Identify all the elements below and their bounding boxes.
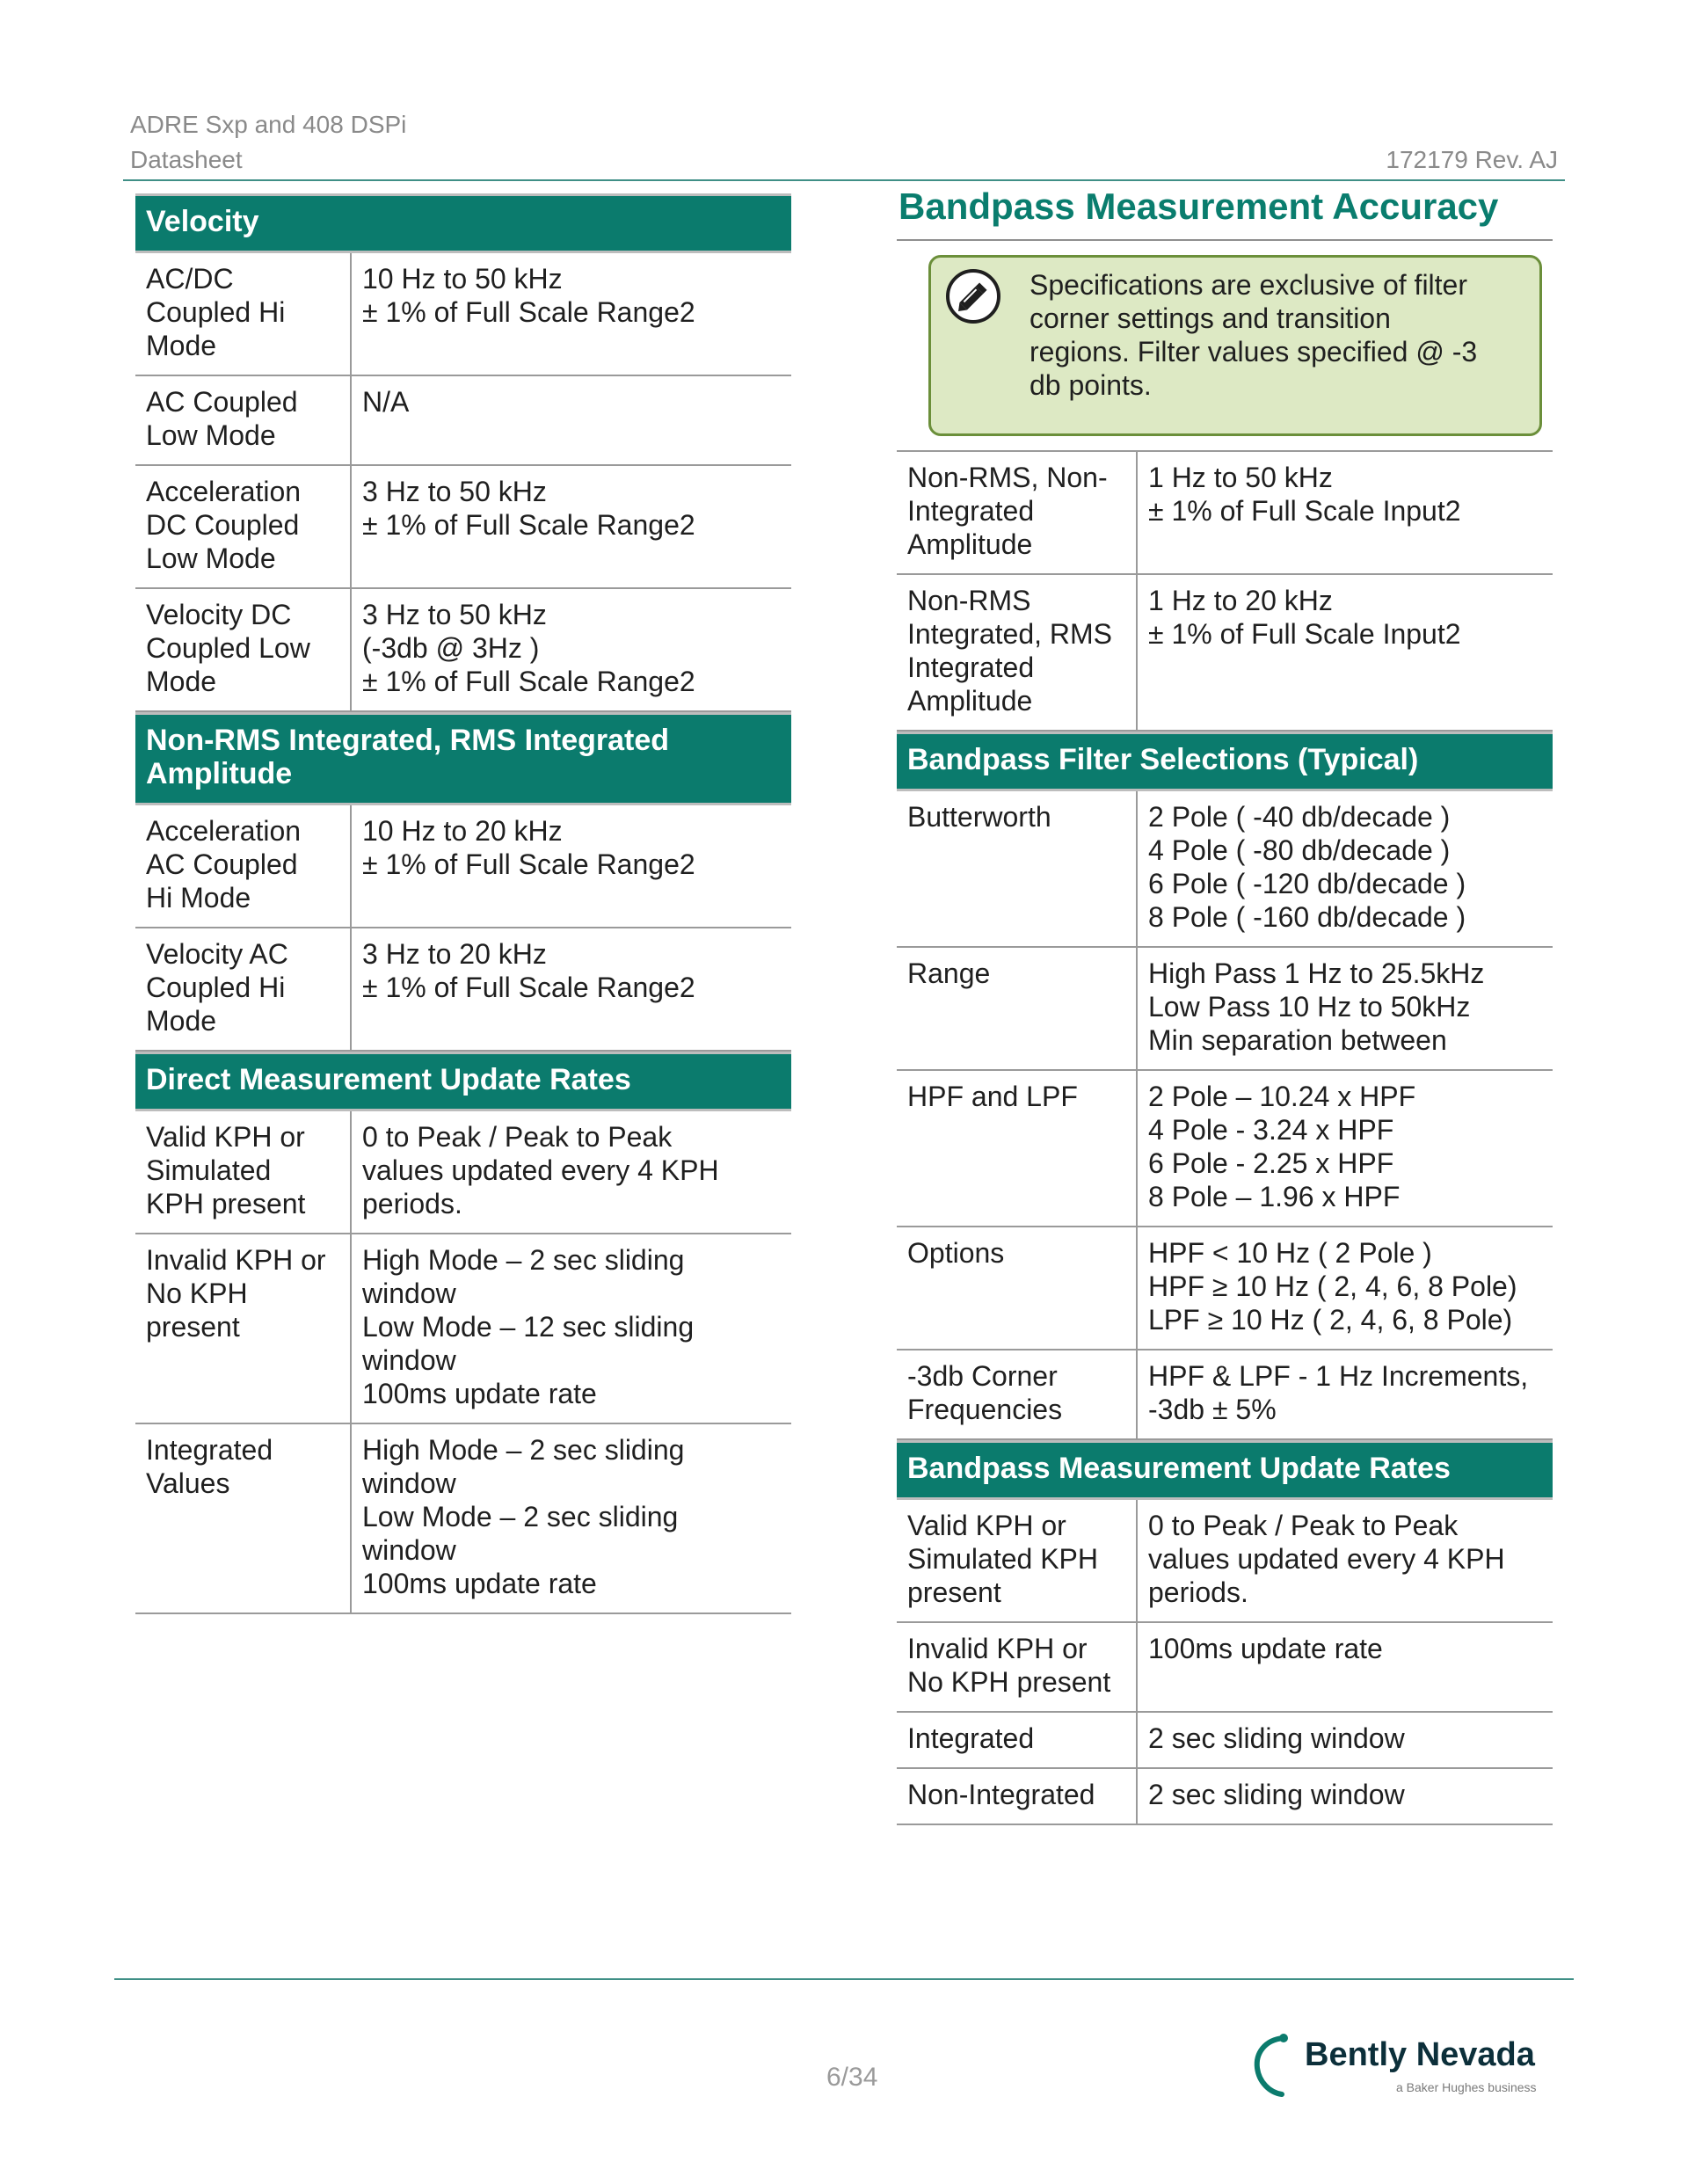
row-label: -3db Corner Frequencies bbox=[897, 1350, 1138, 1438]
row-label: Invalid KPH or No KPH present bbox=[135, 1234, 352, 1423]
table-row bbox=[897, 1227, 1553, 1350]
page-number: 6/34 bbox=[826, 2063, 878, 2092]
row-label: Valid KPH or Simulated KPH present bbox=[135, 1111, 352, 1233]
row-value: 3 Hz to 20 kHz ± 1% of Full Scale Range2 bbox=[362, 938, 695, 1003]
table-row bbox=[897, 1071, 1553, 1227]
row-label: Non-RMS, Non- Integrated Amplitude bbox=[897, 452, 1138, 573]
table-row bbox=[897, 791, 1553, 948]
row-label: Invalid KPH or No KPH present bbox=[897, 1623, 1138, 1711]
row-value: 2 sec sliding window bbox=[1148, 1779, 1405, 1810]
note-text: corner settings and transition bbox=[1030, 302, 1391, 334]
section-divider bbox=[897, 239, 1553, 241]
table-row bbox=[135, 805, 791, 928]
table-row bbox=[135, 253, 791, 376]
row-label: Valid KPH or Simulated KPH present bbox=[897, 1500, 1138, 1621]
table-row bbox=[897, 452, 1553, 575]
row-value: 2 Pole – 10.24 x HPF 4 Pole - 3.24 x HPF 6 Pole - 2.25 x HPF 8 Pole – 1.96 x HPF bbox=[1148, 1081, 1416, 1212]
table-row bbox=[897, 575, 1553, 732]
document-header bbox=[130, 107, 406, 178]
bandpass-update-table bbox=[897, 1500, 1553, 1825]
header-doc-type: Datasheet bbox=[130, 146, 243, 173]
row-value: 3 Hz to 50 kHz (-3db @ 3Hz ) ± 1% of Full Scale Range2 bbox=[362, 599, 695, 697]
right-column bbox=[897, 185, 1553, 1825]
logo-tagline: a Baker Hughes business bbox=[1396, 2080, 1537, 2094]
logo-mark-icon bbox=[1252, 2031, 1301, 2101]
row-label: HPF and LPF bbox=[897, 1071, 1138, 1226]
row-label: AC Coupled Low Mode bbox=[135, 376, 352, 464]
table-row bbox=[135, 589, 791, 712]
header-product: ADRE Sxp and 408 DSPi bbox=[130, 111, 407, 138]
footer-divider bbox=[114, 1978, 1574, 1980]
row-label: Acceleration DC Coupled Low Mode bbox=[135, 466, 352, 587]
note-text: Specifications are exclusive of filter bbox=[1030, 269, 1467, 301]
accuracy-table bbox=[897, 450, 1553, 732]
row-label: Non-RMS Integrated, RMS Integrated Amplitude bbox=[897, 575, 1138, 730]
row-label: Integrated bbox=[897, 1713, 1138, 1767]
velocity-table-header: Velocity bbox=[135, 193, 791, 253]
table-row bbox=[135, 466, 791, 589]
note-callout bbox=[928, 255, 1542, 436]
header-doc-number: 172179 Rev. AJ bbox=[1386, 146, 1558, 173]
nonrms-table-header: Non-RMS Integrated, RMS Integrated Amplitude bbox=[135, 712, 791, 805]
row-value: 2 sec sliding window bbox=[1148, 1722, 1405, 1754]
row-value: HPF & LPF - 1 Hz Increments, -3db ± 5% bbox=[1148, 1360, 1529, 1425]
note-text: regions. Filter values specified @ -3 bbox=[1030, 336, 1478, 368]
table-row bbox=[897, 948, 1553, 1071]
row-value: High Mode – 2 sec sliding window Low Mode – 2 sec sliding window 100ms update rate bbox=[362, 1434, 685, 1599]
row-label: AC/DC Coupled Hi Mode bbox=[135, 253, 352, 375]
row-label: Options bbox=[897, 1227, 1138, 1349]
table-row bbox=[135, 1111, 791, 1234]
row-value: HPF < 10 Hz ( 2 Pole ) HPF ≥ 10 Hz ( 2, 4, 6, 8 Pole) LPF ≥ 10 Hz ( 2, 4, 6, 8 Pole) bbox=[1148, 1237, 1517, 1336]
table-row bbox=[135, 376, 791, 466]
row-label: Acceleration AC Coupled Hi Mode bbox=[135, 805, 352, 927]
row-value: High Mode – 2 sec sliding window Low Mode – 12 sec sliding window 100ms update rate bbox=[362, 1244, 695, 1409]
table-row bbox=[897, 1623, 1553, 1713]
row-label: Velocity AC Coupled Hi Mode bbox=[135, 928, 352, 1050]
bandpass-update-table-header: Bandpass Measurement Update Rates bbox=[897, 1440, 1553, 1500]
row-label: Non-Integrated bbox=[897, 1769, 1138, 1824]
row-value: 100ms update rate bbox=[1148, 1633, 1383, 1664]
table-row bbox=[135, 1234, 791, 1424]
filter-table bbox=[897, 791, 1553, 1440]
row-value: 3 Hz to 50 kHz ± 1% of Full Scale Range2 bbox=[362, 476, 695, 541]
row-value: 10 Hz to 50 kHz ± 1% of Full Scale Range2 bbox=[362, 263, 695, 328]
row-label: Butterworth bbox=[897, 791, 1138, 946]
row-value: 2 Pole ( -40 db/decade ) 4 Pole ( -80 db/decade ) 6 Pole ( -120 db/decade ) 8 Pole ( -160 db/decade ) bbox=[1148, 801, 1466, 933]
section-title: Bandpass Measurement Accuracy bbox=[899, 186, 1499, 227]
table-row bbox=[897, 1350, 1553, 1440]
row-value: 0 to Peak / Peak to Peak values updated every 4 KPH periods. bbox=[362, 1121, 719, 1219]
row-value: 0 to Peak / Peak to Peak values updated every 4 KPH periods. bbox=[1148, 1510, 1505, 1608]
row-value: High Pass 1 Hz to 25.5kHz Low Pass 10 Hz to 50kHz Min separation between bbox=[1148, 957, 1485, 1056]
table-row bbox=[897, 1500, 1553, 1623]
pencil-icon bbox=[945, 268, 1001, 324]
direct-update-table-header: Direct Measurement Update Rates bbox=[135, 1052, 791, 1111]
company-logo bbox=[1252, 2026, 1551, 2114]
row-value: 1 Hz to 20 kHz ± 1% of Full Scale Input2 bbox=[1148, 585, 1461, 650]
left-column bbox=[135, 193, 791, 1614]
table-row bbox=[897, 1713, 1553, 1769]
table-row bbox=[897, 1769, 1553, 1825]
row-value: N/A bbox=[362, 386, 410, 418]
row-value: 1 Hz to 50 kHz ± 1% of Full Scale Input2 bbox=[1148, 462, 1461, 527]
header-divider bbox=[123, 179, 1565, 181]
filter-table-header: Bandpass Filter Selections (Typical) bbox=[897, 732, 1553, 791]
row-label: Range bbox=[897, 948, 1138, 1069]
direct-update-table bbox=[135, 1111, 791, 1614]
nonrms-table bbox=[135, 805, 791, 1052]
row-label: Integrated Values bbox=[135, 1424, 352, 1613]
velocity-table bbox=[135, 253, 791, 712]
row-value: 10 Hz to 20 kHz ± 1% of Full Scale Range2 bbox=[362, 815, 695, 880]
logo-name: Bently Nevada bbox=[1305, 2036, 1535, 2073]
table-row bbox=[135, 1424, 791, 1614]
table-row bbox=[135, 928, 791, 1052]
note-text: db points. bbox=[1030, 369, 1152, 401]
row-label: Velocity DC Coupled Low Mode bbox=[135, 589, 352, 710]
